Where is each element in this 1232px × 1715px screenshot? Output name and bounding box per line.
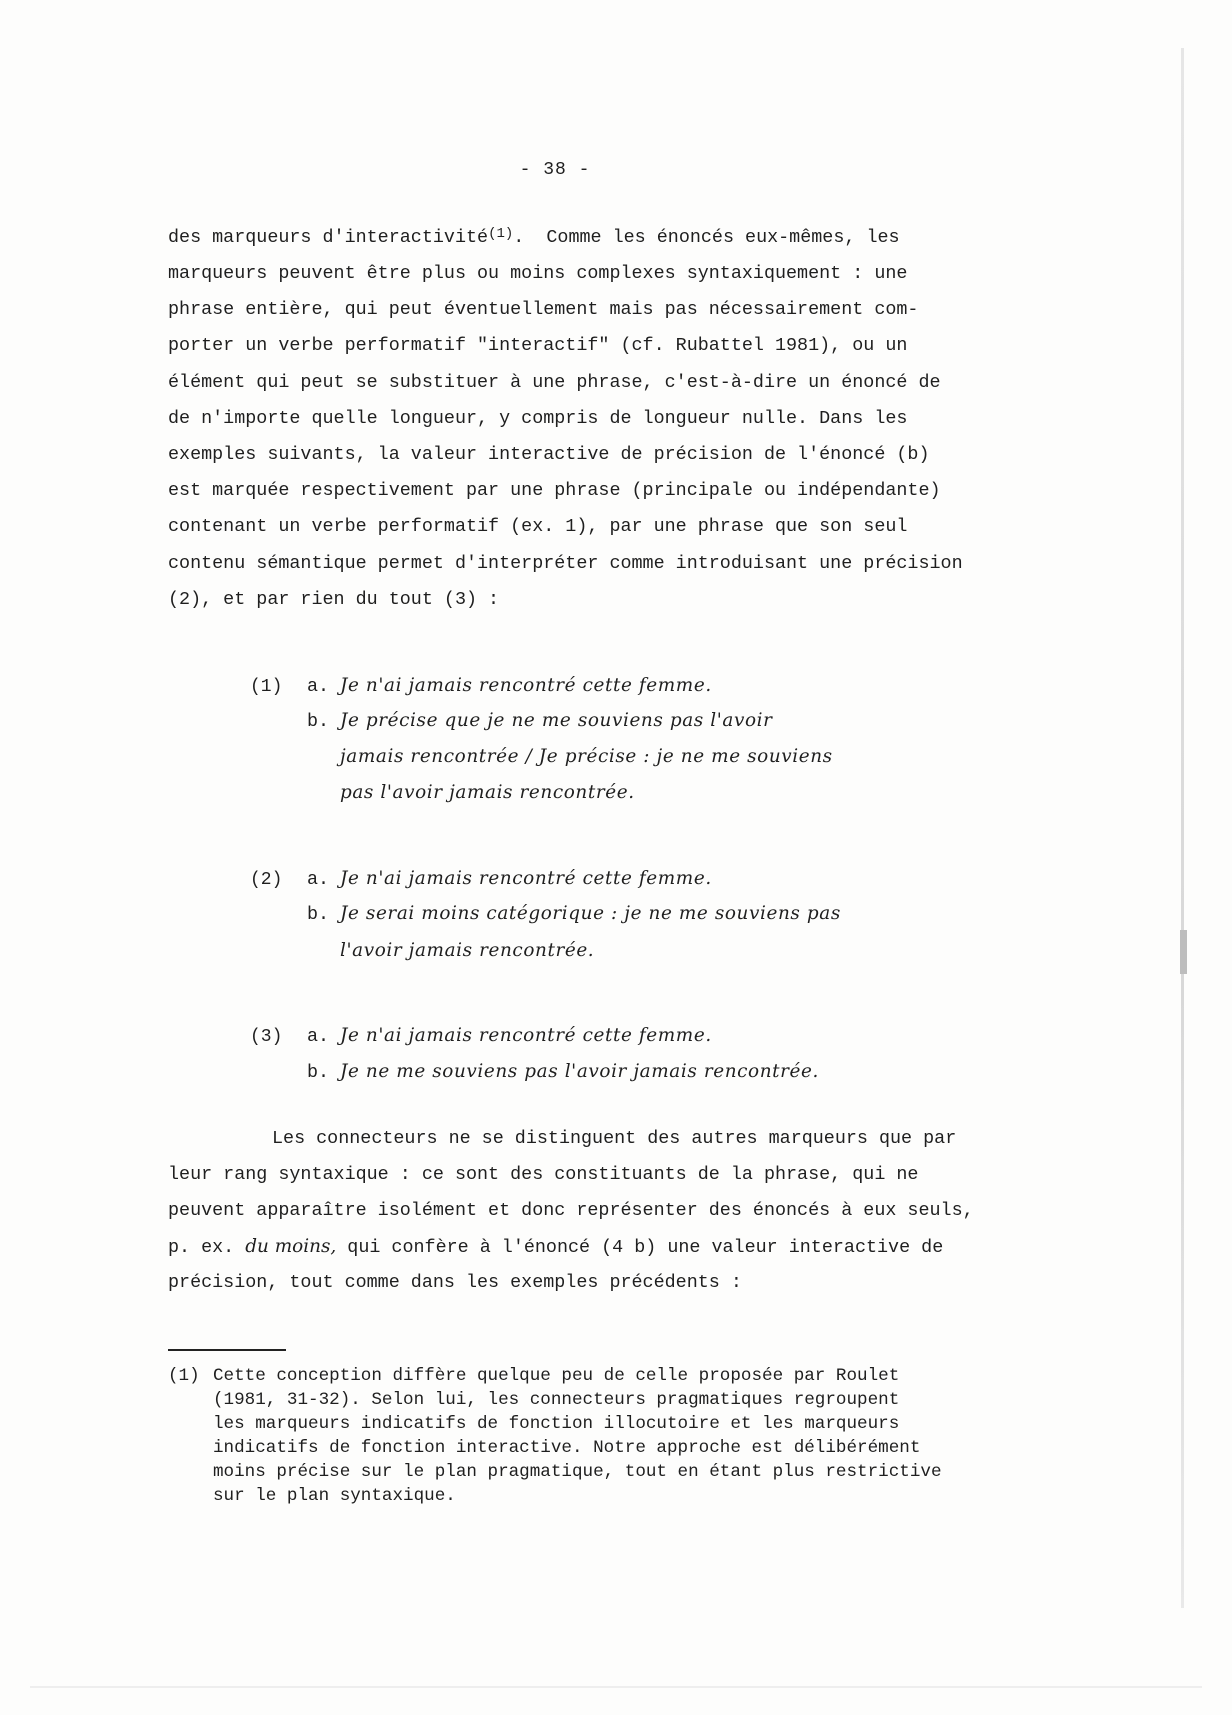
paragraph-2-line: précision, tout comme dans les exemples précédents : [168,1272,742,1293]
italic-term: du moins, [245,1236,337,1257]
example-letter: a. [307,869,330,890]
paragraph-1-line: est marquée respectivement par une phrase (principale ou indépendante) [168,480,941,501]
scan-bottom-edge [30,1686,1202,1688]
example-number: (2) [250,870,283,890]
example-sentence: l'avoir jamais rencontrée. [340,940,595,961]
example-sentence: Je précise que je ne me souviens pas l'avoir [340,710,773,731]
paragraph-1-line: phrase entière, qui peut éventuellement mais pas nécessairement com- [168,299,919,320]
footnote-reference: (1) [488,226,514,242]
paragraph-2-line: leur rang syntaxique : ce sont des constituants de la phrase, qui ne [168,1164,919,1185]
paragraph-1-line: marqueurs peuvent être plus ou moins complexes syntaxiquement : une [168,263,908,284]
paragraph-2-line: Les connecteurs ne se distinguent des autres marqueurs que par [272,1128,957,1149]
paragraph-1-line: porter un verbe performatif "interactif" (cf. Rubattel 1981), ou un [168,335,908,356]
paragraph-1-line-1 [168,226,900,250]
paragraph-1-line: exemples suivants, la valeur interactive de précision de l'énoncé (b) [168,444,930,465]
scan-edge-shadow [1181,48,1184,1608]
paragraph-2-line: peuvent apparaître isolément et donc représenter des énoncés à eux seuls, [168,1200,974,1221]
paragraph-1-line: de n'importe quelle longueur, y compris de longueur nulle. Dans les [168,408,908,429]
footnote-line: les marqueurs indicatifs de fonction illocutoire et les marqueurs [213,1414,900,1434]
example-letter: b. [307,711,330,732]
footnote-separator [168,1349,286,1351]
paragraph-2-line [168,1235,943,1260]
example-sentence: Je serai moins catégorique : je ne me souviens pas [340,903,841,924]
paragraph-1-line: contenant un verbe performatif (ex. 1), par une phrase que son seul [168,516,908,537]
example-sentence: Je n'ai jamais rencontré cette femme. [340,675,712,696]
example-number: (1) [250,677,283,697]
example-sentence: jamais rencontrée / Je précise : je ne me souviens [340,746,833,767]
example-letter: b. [307,904,330,925]
footnote-line: moins précise sur le plan pragmatique, tout en étant plus restrictive [213,1462,942,1482]
scan-edge-mark [1180,930,1187,974]
text-run: p. ex. [168,1237,246,1258]
text-run: . Comme les énoncés eux-mêmes, les [513,227,900,248]
footnote-mark: (1) [168,1366,200,1386]
paragraph-1-line: (2), et par rien du tout (3) : [168,589,500,610]
example-sentence: Je n'ai jamais rencontré cette femme. [340,868,712,889]
example-letter: b. [307,1062,330,1083]
page-number: - 38 - [519,160,591,180]
footnote-line: sur le plan syntaxique. [213,1486,456,1506]
text-run: des marqueurs d'interactivité [168,227,489,248]
example-sentence: Je ne me souviens pas l'avoir jamais rencontrée. [340,1061,819,1082]
example-sentence: Je n'ai jamais rencontré cette femme. [340,1025,712,1046]
example-letter: a. [307,676,330,697]
example-sentence: pas l'avoir jamais rencontrée. [340,782,635,803]
paragraph-1-line: élément qui peut se substituer à une phrase, c'est-à-dire un énoncé de [168,372,941,393]
example-number: (3) [250,1027,283,1047]
example-letter: a. [307,1026,330,1047]
footnote-line: Cette conception diffère quelque peu de celle proposée par Roulet [213,1366,900,1386]
footnote-line: indicatifs de fonction interactive. Notre approche est délibérément [213,1438,921,1458]
footnote-line: (1981, 31-32). Selon lui, les connecteurs pragmatiques regroupent [213,1390,900,1410]
paragraph-1-line: contenu sémantique permet d'interpréter comme introduisant une précision [168,553,963,574]
text-run: qui confère à l'énoncé (4 b) une valeur interactive de [336,1237,944,1258]
